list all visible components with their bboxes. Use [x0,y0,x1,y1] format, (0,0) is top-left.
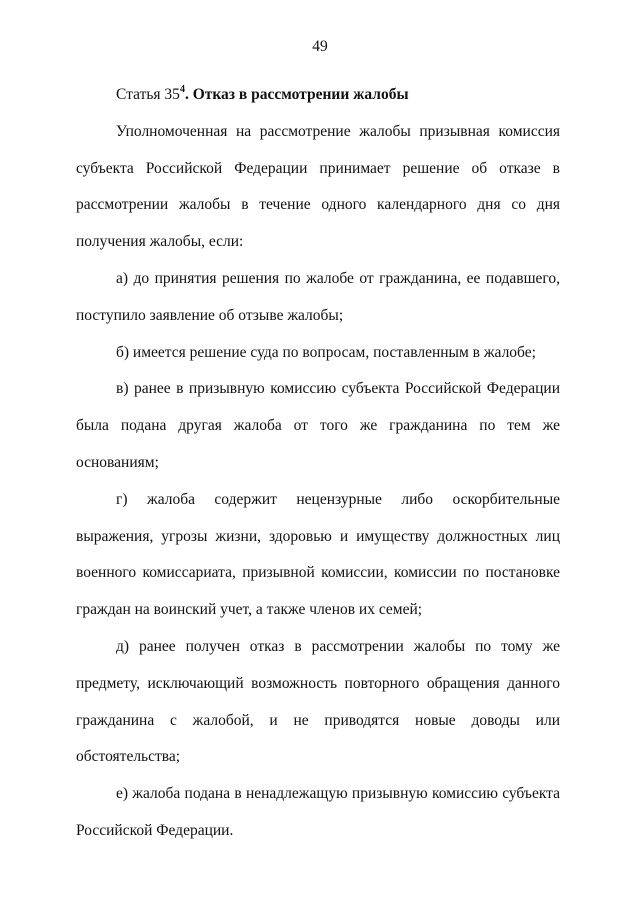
article-number: Статья 35 [116,86,180,103]
paragraph-item-a: а) до принятия решения по жалобе от гражданина, ее подавшего, поступило заявление об отзыве жалобы; [76,269,560,324]
document-body [76,77,560,850]
paragraph-item-v: в) ранее в призывную комиссию субъекта Российской Федерации была подана другая жалоба от того же гражданина по тем же основаниям; [76,380,560,471]
article-superscript: 4 [179,84,185,95]
article-title: . Отказ в рассмотрении жалобы [184,86,409,103]
page-number: 49 [312,38,328,55]
paragraph-item-b: б) имеется решение суда по вопросам, поставленным в жалобе; [116,343,536,361]
paragraph-item-d: д) ранее получен отказ в рассмотрении жалобы по тому же предмету, исключающий возможность повторного обращения данного гражданина с жалобой, и не приводятся новые доводы или обстоятельства; [76,637,560,766]
article-heading [76,77,560,114]
paragraph-item-e: е) жалоба подана в ненадлежащую призывную комиссию субъекта Российской Федерации. [76,785,560,839]
paragraph-intro: Уполномоченная на рассмотрение жалобы призывная комиссия субъекта Российской Федерации принимает решение об отказе в рассмотрении жалобы в течение одного календарного дня со дня получения жалобы, если: [76,122,560,251]
paragraph-item-g: г) жалоба содержит нецензурные либо оскорбительные выражения, угрозы жизни, здоровью и имуществу должностных лиц военного комиссариата, призывной комиссии, комиссии по постановке граждан на воинский учет, а также членов их семей; [76,490,560,619]
